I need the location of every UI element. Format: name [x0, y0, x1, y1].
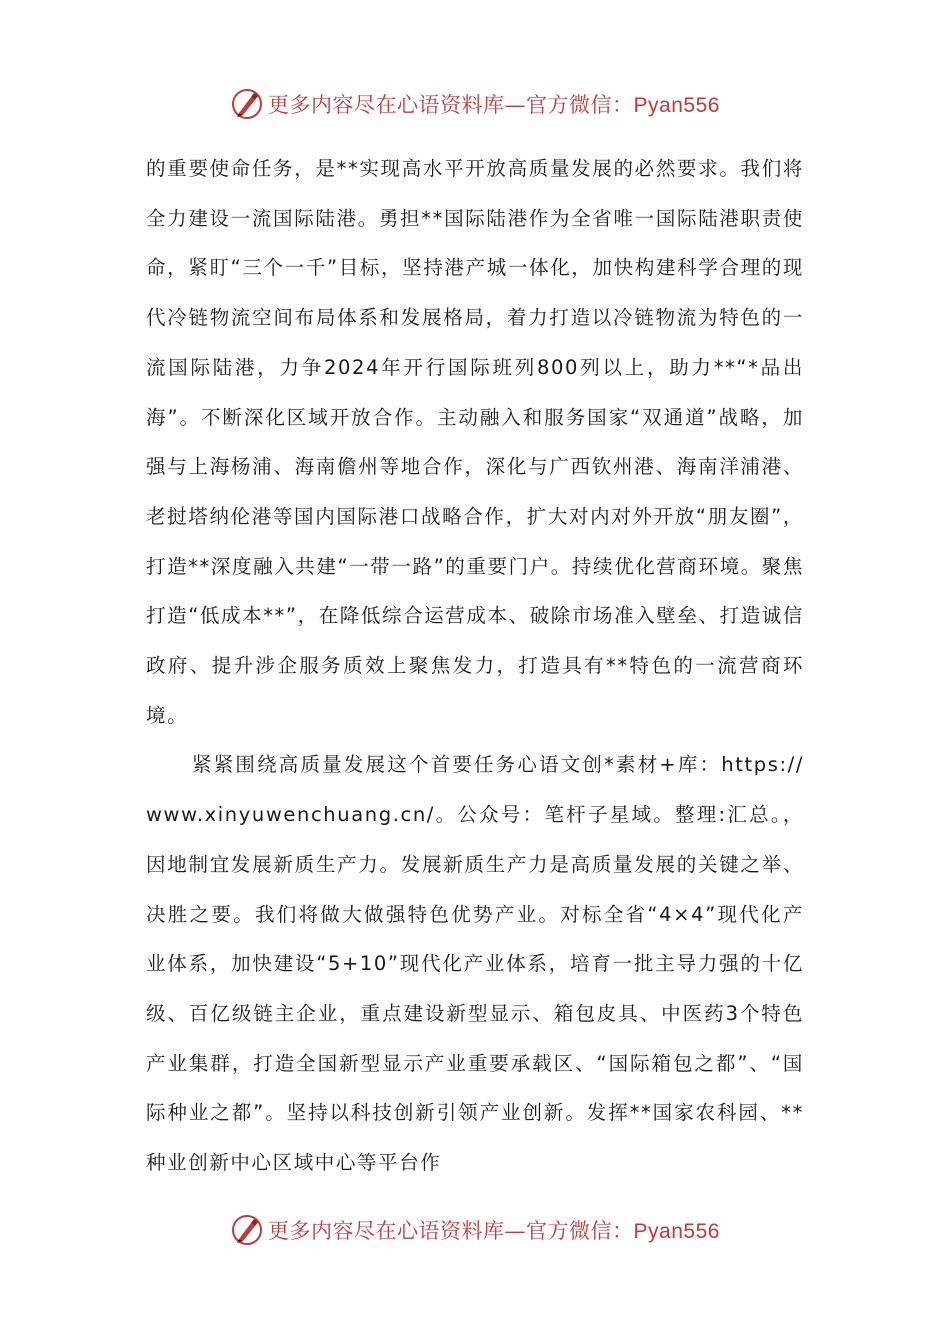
banner-title: 更多内容尽在心语资料库 [268, 93, 505, 117]
banner-text [268, 1215, 720, 1245]
banner-wechat-id: Pyan556 [633, 1220, 720, 1243]
banner-wechat-label: 官方微信： [526, 93, 634, 117]
banner-wechat-id: Pyan556 [633, 94, 720, 117]
banner-wechat-label: 官方微信： [526, 1219, 634, 1243]
paragraph-1: 的重要使命任务，是**实现高水平开放高质量发展的必然要求。我们将全力建设一流国际陆港。勇担**国际陆港作为全省唯一国际陆港职责使命，紧盯“三个一千”目标，坚持港产城一体化，加快构建科学合理的现代冷链物流空间布局体系和发展格局，着力打造以冷链物流为特色的一流国际陆港，力争2024年开行国际班列800列以上，助力**“*品出海”。不断深化区域开放合作。主动融入和服务国家“双通道”战略，加强与上海杨浦、海南儋州等地合作，深化与广西钦州港、海南洋浦港、老挝塔纳伦港等国内国际港口战略合作，扩大对内对外开放“朋友圈”，打造**深度融入共建“一带一路”的重要门户。持续优化营商环境。聚焦打造“低成本**”，在降低综合运营成本、破除市场准入壁垒、打造诚信政府、提升涉企服务质效上聚焦发力，打造具有**特色的一流营商环境。 [146, 157, 805, 727]
pen-nib-icon [230, 87, 264, 121]
header-banner [0, 84, 950, 124]
banner-title: 更多内容尽在心语资料库 [268, 1219, 505, 1243]
pen-nib-icon [230, 1213, 264, 1247]
paragraph-2: 紧紧围绕高质量发展这个首要任务心语文创*素材+库：https://www.xinyuwenchuang.cn/。公众号：笔杆子星域。整理:汇总。，因地制宜发展新质生产力。发展新质生产力是高质量发展的关键之举、决胜之要。我们将做大做强特色优势产业。对标全省“4×4”现代化产业体系，加快建设“5+10”现代化产业体系，培育一批主导力强的十亿级、百亿级链主企业，重点建设新型显示、箱包皮具、中医药3个特色产业集群，打造全国新型显示产业重要承载区、“国际箱包之都”、“国际种业之都”。坚持以科技创新引领产业创新。发挥**国家农科园、**种业创新中心区域中心等平台作 [146, 753, 804, 1175]
banner-text [268, 89, 720, 119]
banner-dash: — [504, 1219, 527, 1243]
footer-banner [0, 1210, 950, 1250]
document-body [146, 144, 804, 1188]
banner-dash: — [504, 93, 527, 117]
